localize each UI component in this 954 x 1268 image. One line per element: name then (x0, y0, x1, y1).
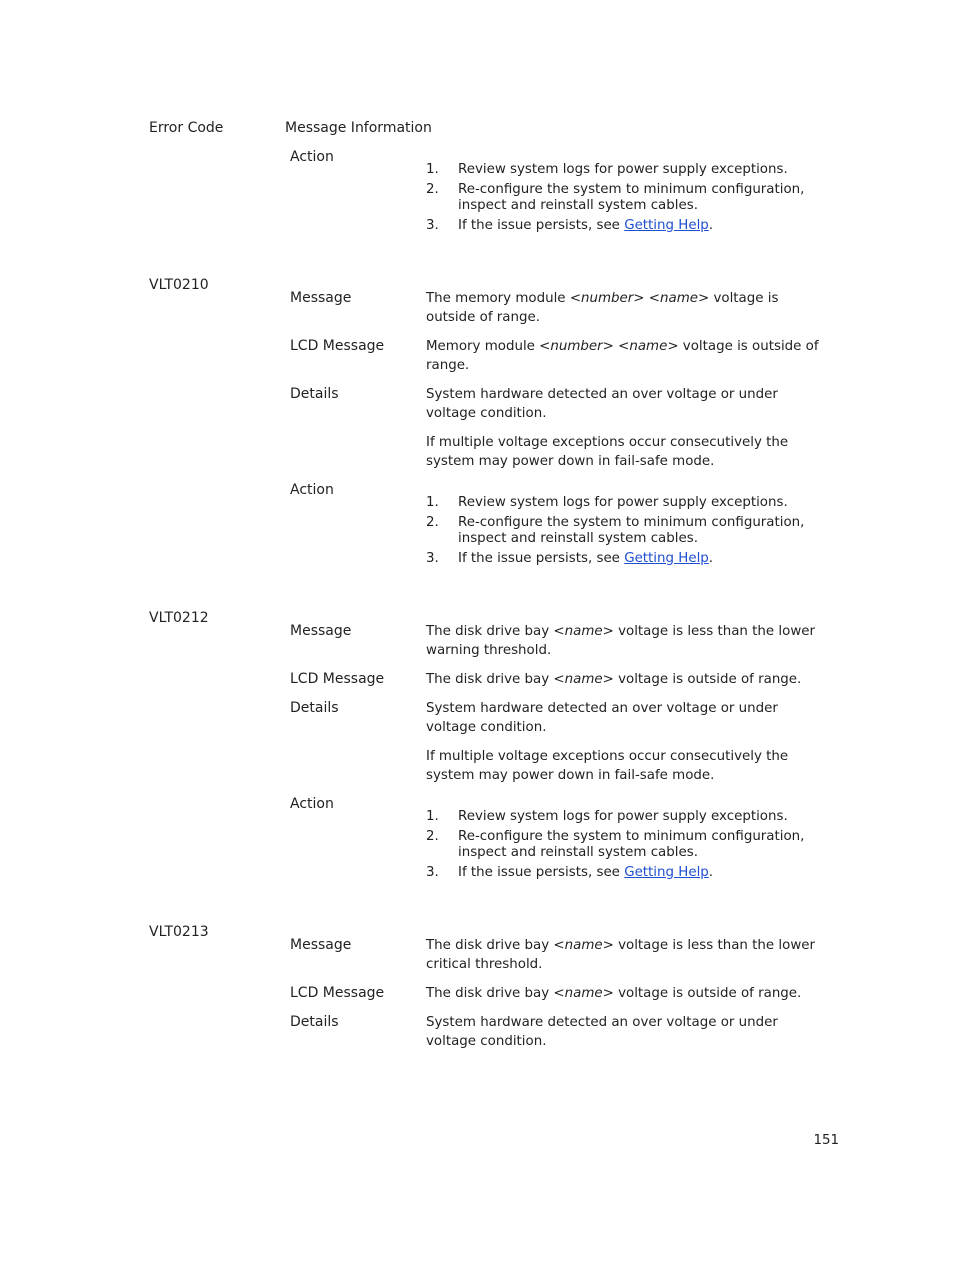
step-text: Re-configure the system to minimum configuration, inspect and reinstall system cables. (458, 828, 805, 860)
action-step (426, 829, 831, 862)
step-punct: . (708, 217, 714, 233)
action-step (426, 218, 831, 235)
step-text: Review system logs for power supply exceptions. (458, 162, 788, 177)
details-text-2: If multiple voltage exceptions occur consecutively the system may power down in fail-safe mode. (426, 749, 789, 783)
getting-help-link[interactable]: Getting Help (624, 217, 709, 233)
lcd-message-label: LCD Message (290, 338, 385, 354)
step-number: 3. (426, 217, 439, 233)
lcd-message-text: The disk drive bay <name> voltage is outside of range. (426, 672, 802, 687)
step-text: Review system logs for power supply exceptions. (458, 495, 788, 510)
column-header-message-information: Message Information (285, 120, 432, 136)
details-label: Details (290, 700, 339, 716)
step-text: If the issue persists, see (458, 864, 625, 880)
message-text: The disk drive bay <name> voltage is less than the lower warning threshold. (426, 624, 816, 658)
action-label: Action (290, 149, 334, 165)
error-code-vlt0210: VLT0210 (149, 277, 209, 293)
details-text-2: If multiple voltage exceptions occur consecutively the system may power down in fail-safe mode. (426, 435, 789, 469)
lcd-message-label: LCD Message (290, 671, 385, 687)
details-label: Details (290, 1014, 339, 1030)
step-punct: . (708, 864, 714, 880)
step-number: 3. (426, 550, 439, 566)
getting-help-link[interactable]: Getting Help (624, 550, 709, 566)
step-text: Re-configure the system to minimum configuration, inspect and reinstall system cables. (458, 514, 805, 546)
step-text: If the issue persists, see (458, 217, 625, 233)
action-step (426, 162, 831, 179)
details-text: System hardware detected an over voltage or under voltage condition. (426, 387, 778, 421)
step-number: 1. (426, 495, 439, 510)
action-step (426, 551, 831, 568)
message-text: The disk drive bay <name> voltage is less than the lower critical threshold. (426, 938, 816, 972)
action-steps-list (426, 495, 831, 570)
lcd-message-text: The disk drive bay <name> voltage is outside of range. (426, 986, 802, 1001)
message-text: The memory module <number> <name> voltage is outside of range. (426, 291, 779, 325)
step-number: 1. (426, 162, 439, 177)
lcd-message-label: LCD Message (290, 985, 385, 1001)
step-number: 3. (426, 864, 439, 880)
action-step (426, 865, 831, 882)
action-steps-list (426, 162, 831, 237)
action-steps-list (426, 809, 831, 884)
step-text: Review system logs for power supply exceptions. (458, 809, 788, 824)
column-header-error-code: Error Code (149, 120, 224, 136)
page-number: 151 (813, 1133, 839, 1148)
error-code-vlt0213: VLT0213 (149, 924, 209, 940)
action-step (426, 182, 831, 215)
action-label: Action (290, 482, 334, 498)
message-label: Message (290, 623, 352, 639)
step-number: 1. (426, 809, 439, 824)
action-step (426, 515, 831, 548)
step-text: If the issue persists, see (458, 550, 625, 566)
getting-help-link[interactable]: Getting Help (624, 864, 709, 880)
error-code-vlt0212: VLT0212 (149, 610, 209, 626)
step-punct: . (708, 550, 714, 566)
step-text: Re-configure the system to minimum configuration, inspect and reinstall system cables. (458, 181, 805, 213)
details-text: System hardware detected an over voltage or under voltage condition. (426, 701, 778, 735)
message-label: Message (290, 937, 352, 953)
step-number: 2. (426, 828, 439, 844)
details-label: Details (290, 386, 339, 402)
lcd-message-text: Memory module <number> <name> voltage is outside of range. (426, 339, 819, 373)
action-step (426, 809, 831, 826)
action-step (426, 495, 831, 512)
message-label: Message (290, 290, 352, 306)
details-text: System hardware detected an over voltage or under voltage condition. (426, 1015, 778, 1049)
step-number: 2. (426, 514, 439, 530)
step-number: 2. (426, 181, 439, 197)
action-label: Action (290, 796, 334, 812)
